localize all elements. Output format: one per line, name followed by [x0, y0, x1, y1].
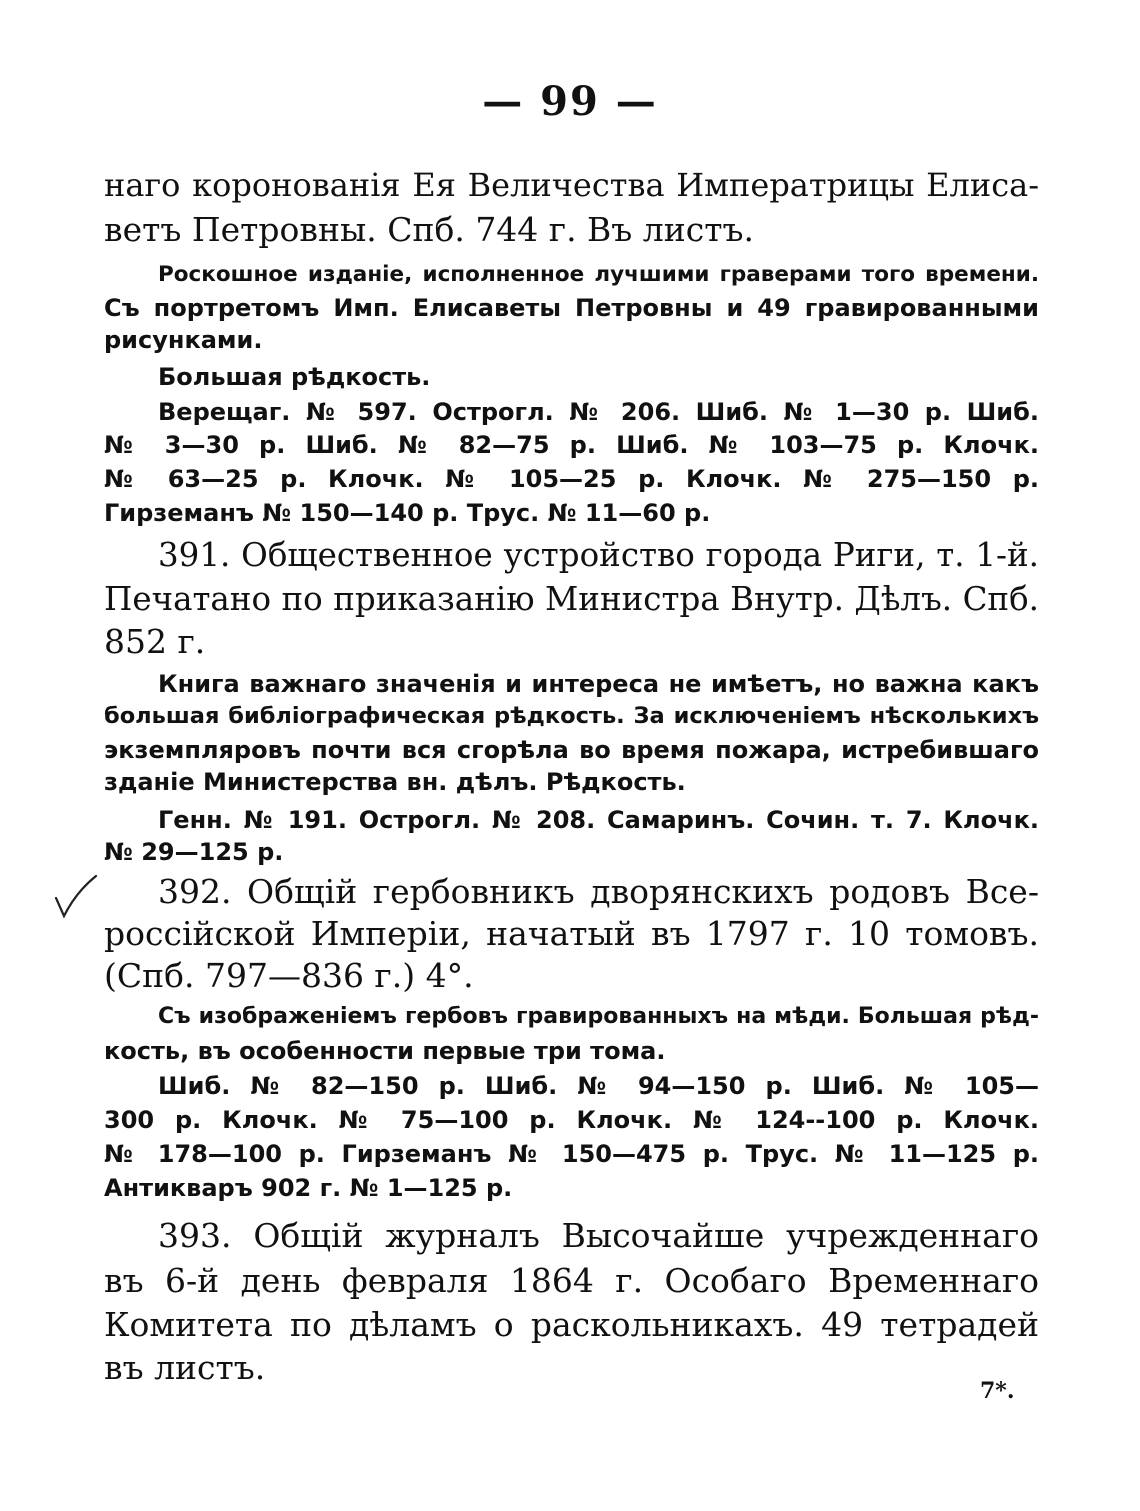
entry-393-title: въ листъ.	[104, 1348, 266, 1387]
entry-390-references: № 63—25 р. Клочк. № 105—25 р. Клочк. № 275—150 р.	[104, 465, 1039, 493]
entry-392-title: россійской Имперіи, начатый въ 1797 г. 10 томовъ.	[104, 914, 1039, 953]
entry-392-note: Съ изображеніемъ гербовъ гравированныхъ на мѣди. Большая рѣд-	[158, 1004, 1039, 1029]
entry-391-note: большая библіографическая рѣдкость. За исключеніемъ нѣсколькихъ	[104, 703, 1039, 729]
entry-393-title: въ 6-й день февраля 1864 г. Особаго Временнаго	[104, 1261, 1039, 1300]
entry-392-note: кость, въ особенности первые три тома.	[104, 1037, 666, 1065]
page-number: — 99 —	[482, 78, 658, 125]
entry-390-references: Верещаг. № 597. Острогл. № 206. Шиб. № 1—30 р. Шиб.	[158, 398, 1039, 426]
entry-392-references: № 178—100 р. Гирземанъ № 150—475 р. Трус. № 11—125 р.	[104, 1140, 1039, 1168]
entry-393-title: 393. Общій журналъ Высочайше учрежденнаго	[158, 1216, 1039, 1255]
entry-390-note: рисунками.	[104, 326, 263, 354]
entry-391-references: Генн. № 191. Острогл. № 208. Самаринъ. Сочин. т. 7. Клочк.	[158, 806, 1039, 834]
entry-390-title: наго коронованія Ея Величества Императрицы Елиса-	[104, 166, 1039, 204]
entry-392-title: (Спб. 797—836 г.) 4°.	[104, 956, 474, 995]
entry-391-note: зданіе Министерства вн. дѣлъ. Рѣдкость.	[104, 768, 686, 796]
entry-392-title: 392. Общій гербовникъ дворянскихъ родовъ Все-	[158, 872, 1039, 911]
entry-390-references: Гирземанъ № 150—140 р. Трус. № 11—60 р.	[104, 499, 711, 527]
signature-mark: 7*.	[980, 1378, 1015, 1404]
entry-390-title: ветъ Петровны. Спб. 744 г. Въ листъ.	[104, 210, 754, 249]
entry-392-references: Антикваръ 902 г. № 1—125 р.	[104, 1174, 513, 1202]
entry-390-rarity: Большая рѣдкость.	[158, 363, 431, 391]
handwritten-checkmark	[50, 872, 100, 920]
entry-391-title: 852 г.	[104, 622, 206, 661]
entry-390-references: № 3—30 р. Шиб. № 82—75 р. Шиб. № 103—75 р. Клочк.	[104, 431, 1039, 459]
entry-392-references: 300 р. Клочк. № 75—100 р. Клочк. № 124--100 р. Клочк.	[104, 1106, 1039, 1134]
entry-391-note: Книга важнаго значенія и интереса не имѣетъ, но важна какъ	[158, 670, 1039, 698]
entry-391-title: Печатано по приказанію Министра Внутр. Дѣлъ. Спб.	[104, 580, 1039, 618]
entry-393-title: Комитета по дѣламъ о раскольникахъ. 49 тетрадей	[104, 1305, 1039, 1344]
entry-392-references: Шиб. № 82—150 р. Шиб. № 94—150 р. Шиб. № 105—	[158, 1072, 1039, 1100]
entry-390-note: Роскошное изданіе, исполненное лучшими граверами того времени.	[158, 262, 1039, 287]
entry-391-references: № 29—125 р.	[104, 838, 284, 866]
entry-391-note: экземпляровъ почти вся сгорѣла во время пожара, истребившаго	[104, 736, 1039, 764]
entry-391-title: 391. Общественное устройство города Риги, т. 1-й.	[158, 536, 1039, 574]
entry-390-note: Съ портретомъ Имп. Елисаветы Петровны и 49 гравированными	[104, 294, 1039, 322]
